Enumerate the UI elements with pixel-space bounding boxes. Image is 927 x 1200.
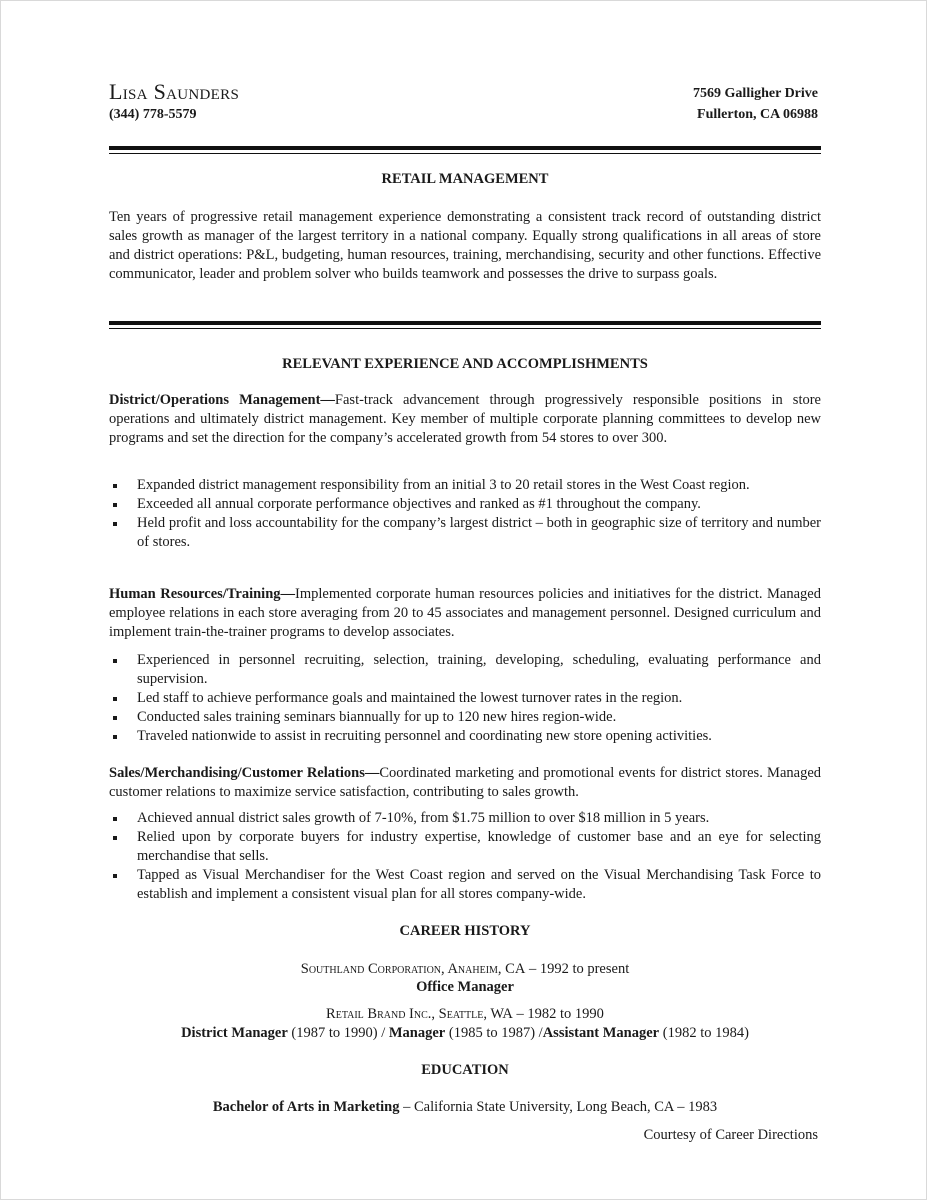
divider-middle [109, 321, 821, 325]
address-city: Fullerton, CA 06988 [697, 107, 818, 122]
bullet-list-district [109, 476, 821, 552]
employer-name: Southland Corporation, Anaheim, CA [300, 961, 526, 977]
summary-heading: RETAIL MANAGEMENT [381, 171, 549, 187]
list-item: Exceeded all annual corporate performance objectives and ranked as #1 throughout the company. [109, 495, 821, 514]
role-title: Manager [388, 1025, 446, 1041]
section-label: Human Resources/Training [109, 586, 281, 602]
education-heading: EDUCATION [421, 1062, 509, 1078]
section-text: Fast-track advancement through progressively responsible positions in store operations and ultimately district management. Key member of multiple corporate planning committees to develop new programs and set the direction for the company’s accelerated growth from 54 stores to over 300. [109, 392, 821, 446]
courtesy-note: Courtesy of Career Directions [643, 1127, 818, 1143]
list-item: Held profit and loss accountability for the company’s largest district – both in geographic size of territory and number of stores. [109, 514, 821, 552]
section-label: Sales/Merchandising/Customer Relations [109, 765, 365, 781]
divider-top [109, 146, 821, 150]
role-years: (1982 to 1984) [659, 1025, 749, 1041]
employment-dates: – 1992 to present [525, 961, 630, 977]
education-entry [109, 1098, 821, 1117]
job-roles-2 [109, 1024, 821, 1043]
candidate-name: Lisa Saunders [109, 79, 240, 104]
section-label: District/Operations Management [109, 392, 321, 408]
employment-dates: – 1982 to 1990 [512, 1006, 604, 1022]
job-employer-1 [109, 960, 821, 979]
list-item: Conducted sales training seminars biannually for up to 120 new hires region-wide. [109, 708, 821, 727]
list-item: Traveled nationwide to assist in recruiting personnel and coordinating new store opening activities. [109, 727, 821, 746]
experience-section-sales: Sales/Merchandising/Customer Relations—Coordinated marketing and promotional events for district stores. Managed customer relations to maximize service satisfaction, contributing to sales growth. [109, 765, 821, 800]
bullet-list-hr [109, 651, 821, 746]
experience-heading: RELEVANT EXPERIENCE AND ACCOMPLISHMENTS [282, 356, 648, 372]
list-item: Tapped as Visual Merchandiser for the West Coast region and served on the Visual Merchandising Task Force to establish and implement a consistent visual plan for all stores company-wide. [109, 866, 821, 904]
role-years: (1987 to 1990) / [287, 1025, 389, 1041]
school-details: – California State University, Long Beach, CA – 1983 [399, 1099, 718, 1115]
role-title: District Manager [181, 1025, 288, 1041]
list-item: Expanded district management responsibility from an initial 3 to 20 retail stores in the West Coast region. [109, 476, 821, 495]
experience-section-hr: Human Resources/Training—Implemented corporate human resources policies and initiatives for the district. Managed employee relations in each store averaging from 20 to 45 associates and management personnel. Designed curriculum and implement train-the-trainer programs to develop associates. [109, 586, 821, 640]
divider-top-thin [109, 153, 821, 154]
list-item: Experienced in personnel recruiting, selection, training, developing, scheduling, evaluating performance and supervision. [109, 651, 821, 689]
bullet-list-sales [109, 809, 821, 904]
experience-section-district: District/Operations Management—Fast-track advancement through progressively responsible positions in store operations and ultimately district management. Key member of multiple corporate planning committees to develop new programs and set the direction for the company’s accelerated growth from 54 stores to over 300. [109, 392, 821, 446]
divider-middle-thin [109, 328, 821, 329]
section-text: Coordinated marketing and promotional events for district stores. Managed customer relations to maximize service satisfaction, contributing to sales growth. [109, 765, 821, 800]
summary-text: Ten years of progressive retail management experience demonstrating a consistent track record of outstanding district sales growth as manager of the largest territory in a national company. Equally strong qualifications in all areas of store and district operations: P&L, budgeting, human resources, training, merchandising, security and other functions. Effective communicator, leader and problem solver who builds teamwork and possesses the drive to surpass goals. [109, 209, 821, 282]
list-item: Led staff to achieve performance goals and maintained the lowest turnover rates in the region. [109, 689, 821, 708]
list-item: Achieved annual district sales growth of 7-10%, from $1.75 million to over $18 million in 5 years. [109, 809, 821, 828]
section-text: Implemented corporate human resources policies and initiatives for the district. Managed employee relations in each store averaging from 20 to 45 associates and management personnel. Designed curriculum and implement train-the-trainer programs to develop associates. [109, 586, 821, 640]
role-years: (1985 to 1987) / [445, 1025, 543, 1041]
job-title-1: Office Manager [416, 979, 514, 995]
address-street: 7569 Galligher Drive [693, 86, 818, 101]
career-heading: CAREER HISTORY [399, 923, 531, 939]
employer-name: Retail Brand Inc., Seattle, WA [326, 1006, 513, 1022]
degree: Bachelor of Arts in Marketing [212, 1099, 400, 1115]
phone-number: (344) 778-5579 [109, 107, 197, 122]
list-item: Relied upon by corporate buyers for industry expertise, knowledge of customer base and an eye for selecting merchandise that sells. [109, 828, 821, 866]
role-title: Assistant Manager [542, 1025, 660, 1041]
job-employer-2 [109, 1005, 821, 1024]
